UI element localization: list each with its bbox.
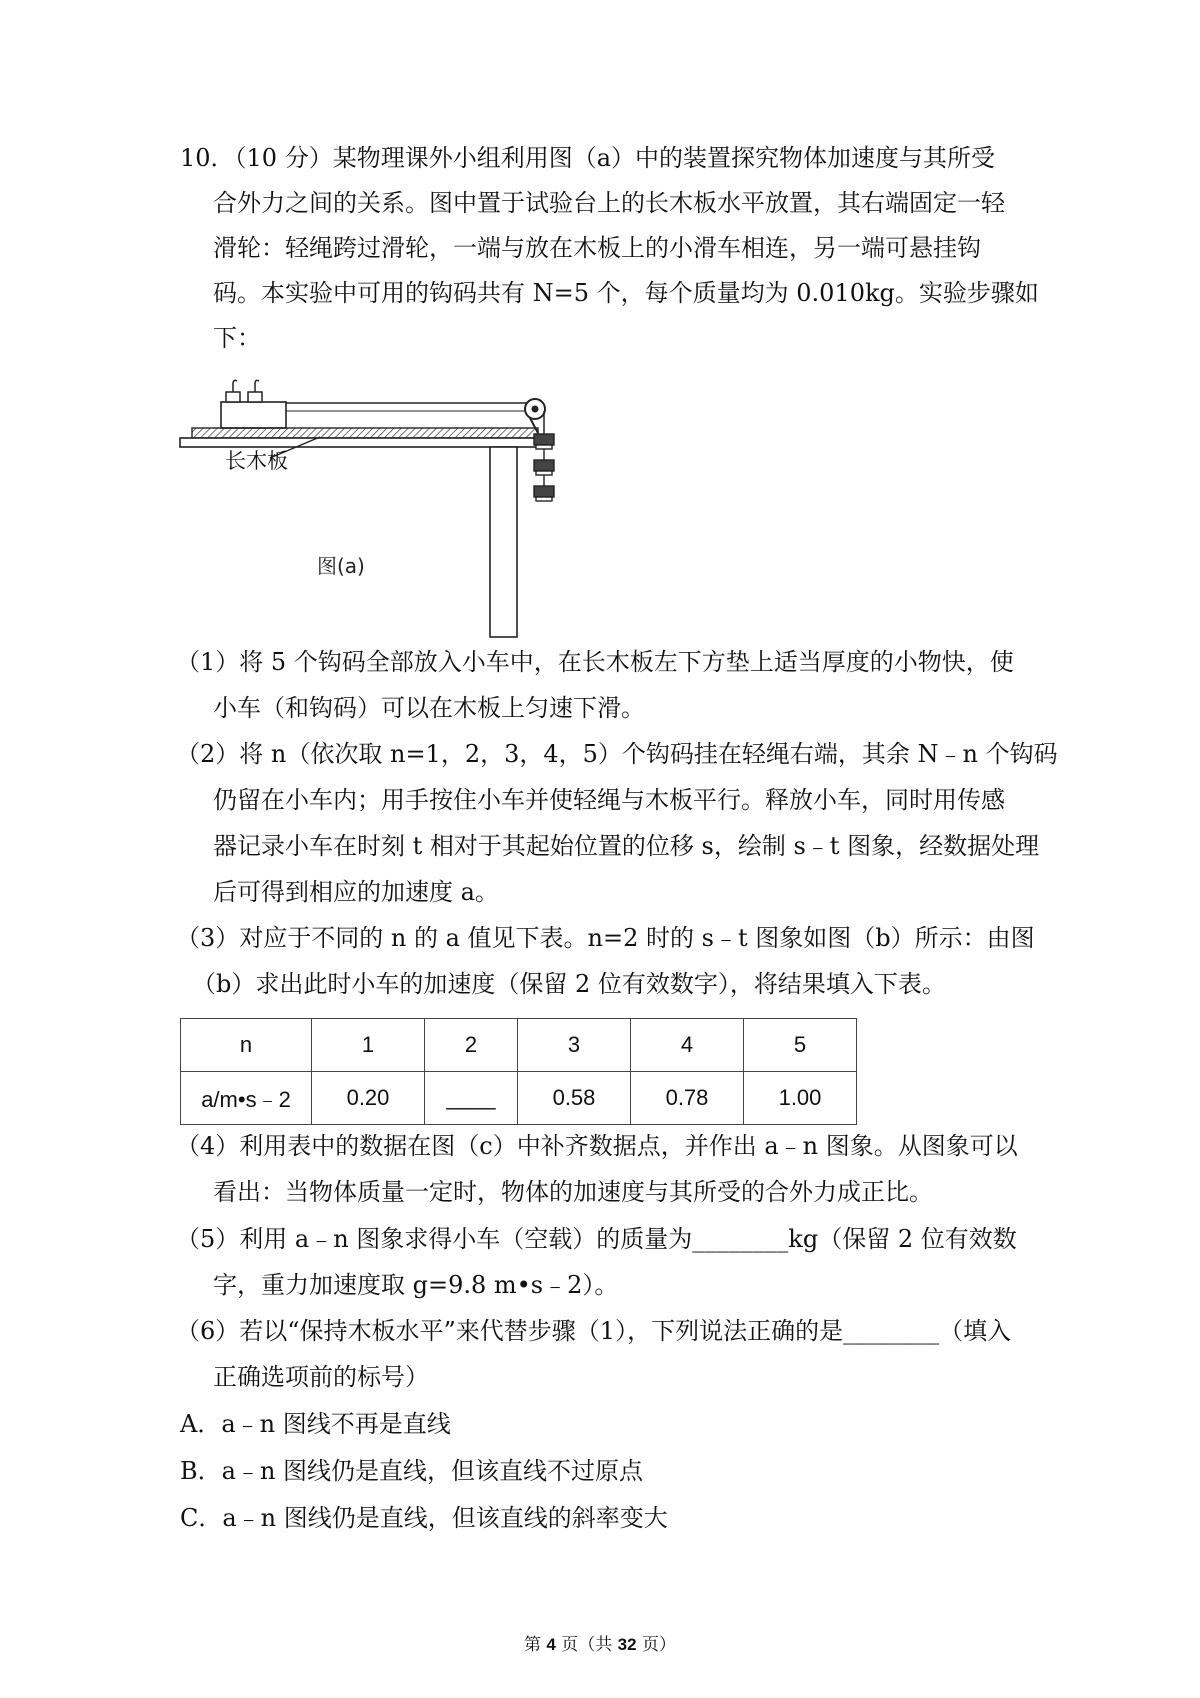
table-cell: n (181, 1019, 312, 1072)
question-line: 码。本实验中可用的钩码共有 N=5 个，每个质量均为 0.010kg。实验步骤如 (213, 279, 1039, 307)
table-cell: 1 (312, 1019, 425, 1072)
table-cell: a/m•s﹣2 (181, 1072, 312, 1125)
step-line: 器记录小车在时刻 t 相对于其起始位置的位移 s，绘制 s﹣t 图象，经数据处理 (213, 832, 1040, 860)
footer-suffix: 页） (636, 1635, 676, 1655)
table-cell: 4 (631, 1019, 744, 1072)
step-line: 字，重力加速度取 g=9.8 m•s﹣2）。 (213, 1271, 619, 1299)
step-line: （1）将 5 个钩码全部放入小车中，在长木板左下方垫上适当厚度的小物快，使 (176, 648, 1014, 676)
page-total: 32 (617, 1635, 637, 1654)
table-top (180, 438, 550, 447)
cart-weights (226, 380, 262, 402)
table-cell: 3 (518, 1019, 631, 1072)
step-line: （2）将 n（依次取 n=1，2，3，4，5）个钩码挂在轻绳右端，其余 N﹣n 个钩码 (176, 740, 1058, 768)
step-line: （4）利用表中的数据在图（c）中补齐数据点，并作出 a﹣n 图象。从图象可以 (176, 1132, 1018, 1160)
hanging-weights (534, 434, 554, 501)
step-line: 后可得到相应的加速度 a。 (213, 878, 499, 906)
table-cell: 0.58 (518, 1072, 631, 1125)
table-row (181, 1019, 857, 1072)
footer-prefix: 第 (523, 1635, 547, 1655)
step-line: 正确选项前的标号） (213, 1363, 429, 1391)
table-cell: 5 (744, 1019, 857, 1072)
option-b[interactable]: B．a﹣n 图线仍是直线，但该直线不过原点 (180, 1457, 644, 1485)
step-line: 小车（和钩码）可以在木板上匀速下滑。 (213, 694, 645, 722)
table-row (181, 1072, 857, 1125)
footer-mid: 页（共 (555, 1635, 618, 1655)
step-line: （5）利用 a﹣n 图象求得小车（空载）的质量为________kg（保留 2 位有效数 (176, 1225, 1017, 1253)
data-table (180, 1018, 857, 1125)
page-number: 4 (546, 1635, 556, 1654)
board-label: 长木板 (225, 449, 288, 473)
long-board (192, 428, 538, 438)
table-cell: 2 (425, 1019, 518, 1072)
figure-caption: 图(a) (317, 554, 365, 578)
table-cell: 1.00 (744, 1072, 857, 1125)
table-cell: 0.78 (631, 1072, 744, 1125)
option-c[interactable]: C．a﹣n 图线仍是直线，但该直线的斜率变大 (180, 1504, 668, 1532)
step-line: （3）对应于不同的 n 的 a 值见下表。n=2 时的 s﹣t 图象如图（b）所示：由图 (176, 924, 1035, 952)
step-line: 仍留在小车内；用手按住小车并使轻绳与木板平行。释放小车，同时用传感 (213, 786, 1005, 814)
table-leg (490, 447, 517, 637)
cart (221, 402, 286, 428)
step-line: （b）求出此时小车的加速度（保留 2 位有效数字），将结果填入下表。 (192, 970, 946, 998)
question-line: 滑轮：轻绳跨过滑轮，一端与放在木板上的小滑车相连，另一端可悬挂钩 (213, 234, 981, 262)
table-cell: 0.20 (312, 1072, 425, 1125)
page-footer (0, 1630, 1200, 1655)
question-line: 下： (213, 324, 261, 352)
question-line: 10．（10 分）某物理课外小组利用图（a）中的装置探究物体加速度与其所受 (180, 144, 996, 172)
apparatus-figure (175, 378, 615, 640)
step-line: （6）若以“保持木板水平”来代替步骤（1），下列说法正确的是________（填入 (176, 1317, 1012, 1345)
question-line: 合外力之间的关系。图中置于试验台上的长木板水平放置，其右端固定一轻 (213, 189, 1005, 217)
answer-blank[interactable]: ____ (425, 1072, 518, 1125)
option-a[interactable]: A．a﹣n 图线不再是直线 (180, 1410, 451, 1438)
step-line: 看出：当物体质量一定时，物体的加速度与其所受的合外力成正比。 (213, 1178, 933, 1206)
